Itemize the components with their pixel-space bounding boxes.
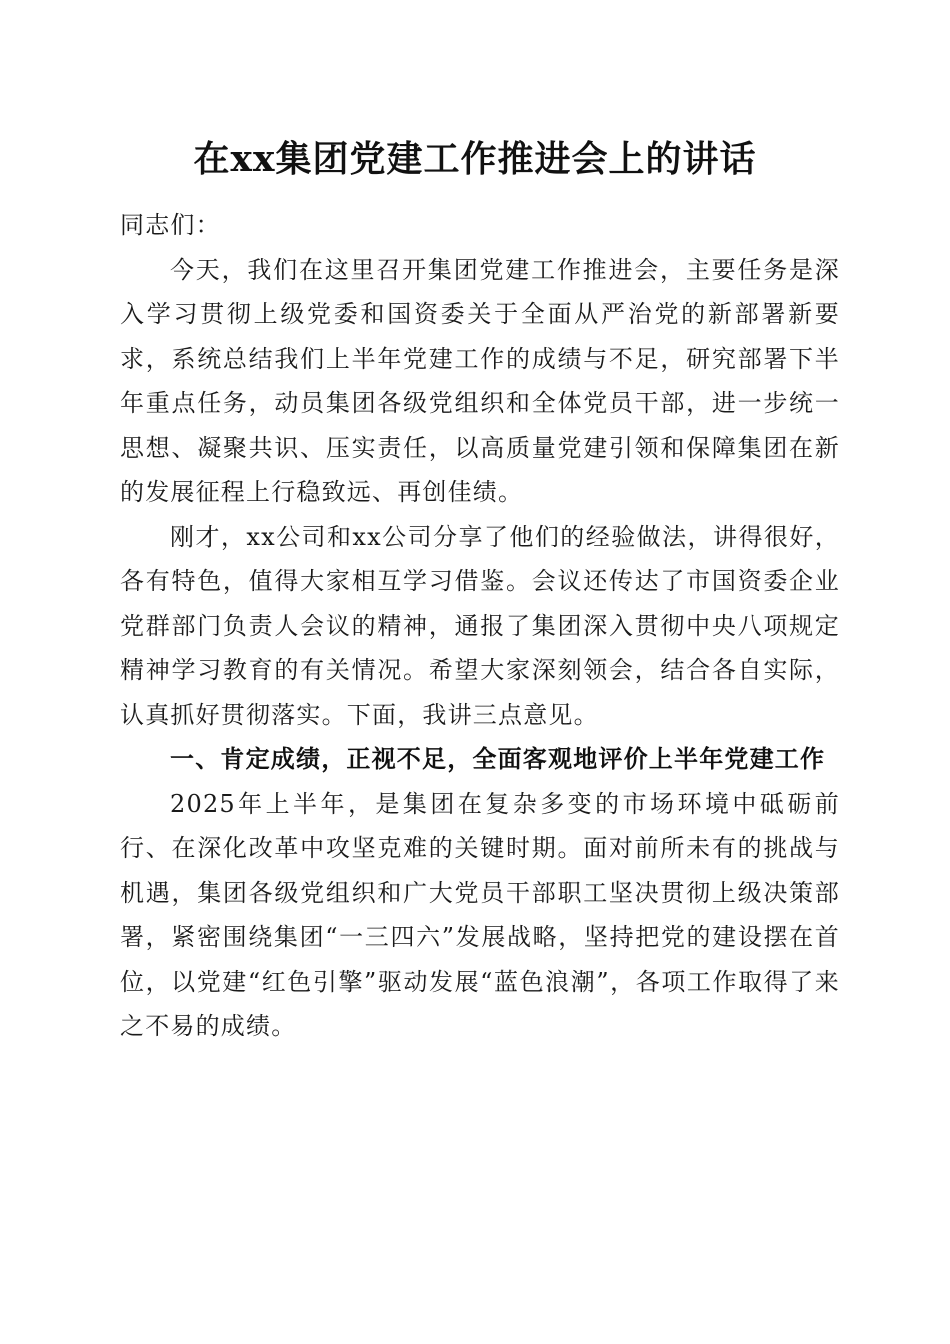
section-heading: 一、肯定成绩，正视不足，全面客观地评价上半年党建工作 [170,745,826,773]
paragraph-review: 刚才，xx公司和xx公司分享了他们的经验做法，讲得很好，各有特色，值得大家相互学习借鉴。会议还传达了市国资委企业党群部门负责人会议的精神，通报了集团深入贯彻中央八项规定精神学习教育的有关情况。希望大家深刻领会，结合各自实际，认真抓好贯彻落实。下面，我讲三点意见。 [120,522,840,729]
document-body [120,203,840,1049]
paragraph-section-1: 2025年上半年，是集团在复杂多变的市场环境中砥砺前行、在深化改革中攻坚克难的关键时期。面对前所未有的挑战与机遇，集团各级党组织和广大党员干部职工坚决贯彻上级决策部署，紧密围绕集团“一三四六”发展战略，坚持把党的建设摆在首位，以党建“红色引擎”驱动发展“蓝色浪潮”，各项工作取得了来之不易的成绩。 [120,789,840,1040]
document-title: 在xx集团党建工作推进会上的讲话 [193,138,757,180]
salutation: 同志们： [120,211,221,239]
paragraph-opening: 今天，我们在这里召开集团党建工作推进会，主要任务是深入学习贯彻上级党委和国资委关于全面从严治党的新部署新要求，系统总结我们上半年党建工作的成绩与不足，研究部署下半年重点任务，动员集团各级党组织和全体党员干部，进一步统一思想、凝聚共识、压实责任，以高质量党建引领和保障集团在新的发展征程上行稳致远、再创佳绩。 [120,255,840,506]
